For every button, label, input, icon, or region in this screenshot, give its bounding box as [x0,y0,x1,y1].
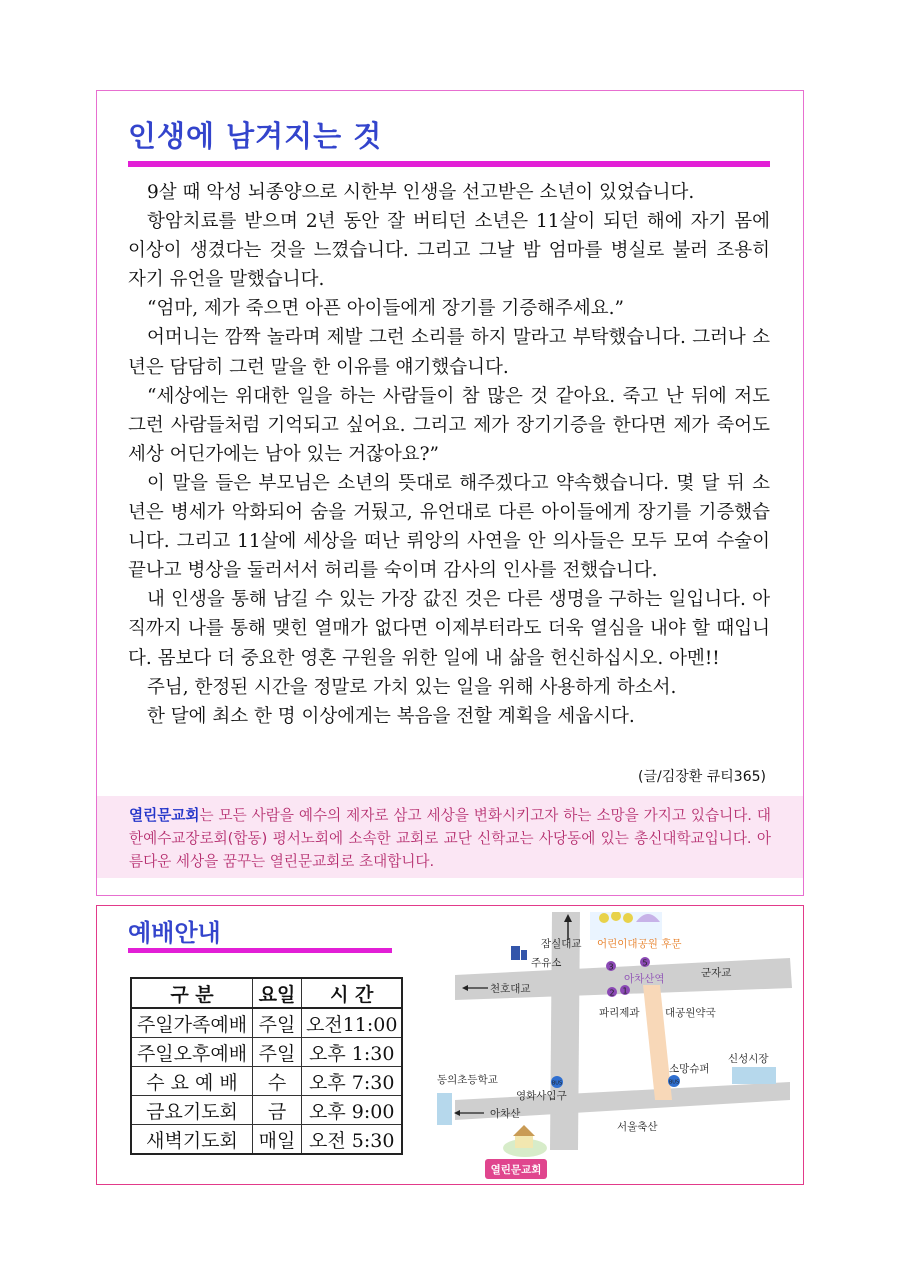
table-row [131,1038,402,1067]
worship-title: 예배안내 [128,919,221,947]
bus-label: BUS [668,1079,680,1086]
map-label: 소망슈퍼 [669,1063,710,1075]
article-title: 인생에 남겨지는 것 [128,119,383,153]
service-time: 오전 5:30 [302,1125,403,1155]
worship-schedule-table [130,977,403,1155]
location-map [412,912,802,1182]
map-label: 서울축산 [617,1121,658,1133]
school-block [437,1093,452,1125]
church-intro-text: 는 모든 사람을 예수의 제자로 삼고 세상을 변화시키고자 하는 소망을 가지고 있습니다. 대한예수교장로회(합동) 평서노회에 소속한 교회로 교단 신학교는 사당동에 있는 총신대학교입니다. 아름다운 세상을 꿈꾸는 열린문교회로 초대합니다. [129,807,771,870]
worship-title-underline [128,948,392,953]
service-name: 주일가족예배 [131,1008,253,1038]
map-label: 영화사입구 [516,1090,567,1102]
map-label: 군자교 [701,967,732,979]
article-body [128,178,770,731]
paragraph: 내 인생을 통해 남길 수 있는 가장 값진 것은 다른 생명을 구하는 일입니다. 아직까지 나를 통해 맺힌 열매가 없다면 이제부터라도 더욱 열심을 내야 할 때입니다. 몸보다 더 중요한 영혼 구원을 위한 일에 내 삶을 헌신하십시오. 아멘!! [128,589,770,669]
bus-label: BUS [551,1080,563,1087]
road-side-street [643,985,672,1100]
map-label: 잠실대교 [541,938,582,950]
title-underline [128,161,770,167]
table-row [131,1125,402,1155]
header-day: 요일 [253,978,302,1008]
service-day: 매일 [253,1125,302,1155]
map-label: 아차산역 [624,973,665,985]
map-label: 아차산 [490,1108,521,1120]
exit-number: 1 [622,986,628,996]
market-block [732,1067,776,1084]
map-label: 파리제과 [599,1007,640,1019]
paragraph: “엄마, 제가 죽으면 아픈 아이들에게 장기를 기증해주세요.” [147,298,624,320]
service-name: 주일오후예배 [131,1038,253,1067]
table-row [131,1096,402,1125]
map-label: 대공원약국 [665,1007,716,1019]
service-name: 금요기도회 [131,1096,253,1125]
map-label: 신성시장 [728,1053,769,1065]
paragraph: “세상에는 위대한 일을 하는 사람들이 참 많은 것 같아요. 죽고 난 뒤에 저도 그런 사람들처럼 기억되고 싶어요. 그리고 제가 장기기증을 한다면 제가 죽어도 세상 어딘가에는 남아 있는 거잖아요?” [128,385,770,465]
map-label: 천호대교 [490,983,531,995]
service-time: 오후 7:30 [302,1067,403,1096]
service-name: 수 요 예 배 [131,1067,253,1096]
header-category: 구 분 [131,978,253,1008]
service-time: 오후 1:30 [302,1038,403,1067]
exit-number: 3 [608,962,614,972]
service-day: 주일 [253,1038,302,1067]
church-name: 열린문교회 [129,807,200,824]
paragraph: 주님, 한정된 시간을 정말로 가치 있는 일을 위해 사용하게 하소서. [147,676,677,698]
service-day: 수 [253,1067,302,1096]
exit-number: 5 [642,958,648,968]
table-row [131,1008,402,1038]
table-row [131,1067,402,1096]
gas-station-icon [511,946,527,960]
table-header-row [131,978,402,1008]
service-time: 오후 9:00 [302,1096,403,1125]
service-time: 오전11:00 [302,1008,403,1038]
article-credit: (글/김장환 큐티365) [638,769,766,785]
paragraph: 한 달에 최소 한 명 이상에게는 복음을 전할 계획을 세웁시다. [147,705,635,727]
park-icon [590,912,662,940]
map-label: 주유소 [531,957,562,969]
church-intro [97,796,803,878]
paragraph: 이 말을 들은 부모님은 소년의 뜻대로 해주겠다고 약속했습니다. 몇 달 뒤 소년은 병세가 악화되어 숨을 거뒀고, 유언대로 다른 아이들에게 장기를 기증했습니다. 그리고 11살에 세상을 떠난 뤼앙의 사연을 안 의사들은 모두 모여 수술이 끝나고 병상을 둘러서서 허리를 숙이며 감사의 인사를 전했습니다. [128,472,770,582]
exit-number: 2 [609,988,615,998]
paragraph: 항암치료를 받으며 2년 동안 잘 버티던 소년은 11살이 되던 해에 자기 몸에 이상이 생겼다는 것을 느꼈습니다. 그리고 그날 밤 엄마를 병실로 불러 조용히 자기 유언을 말했습니다. [128,211,770,291]
header-time: 시 간 [302,978,403,1008]
service-day: 금 [253,1096,302,1125]
paragraph: 어머니는 깜짝 놀라며 제발 그런 소리를 하지 말라고 부탁했습니다. 그러나 소년은 담담히 그런 말을 한 이유를 얘기했습니다. [128,327,770,378]
service-day: 주일 [253,1008,302,1038]
map-church-label: 열린문교회 [490,1164,542,1176]
service-name: 새벽기도회 [131,1125,253,1155]
map-label: 어린이대공원 후문 [597,938,682,950]
paragraph: 9살 때 악성 뇌종양으로 시한부 인생을 선고받은 소년이 있었습니다. [147,182,695,203]
map-label: 동의초등학교 [437,1074,498,1086]
